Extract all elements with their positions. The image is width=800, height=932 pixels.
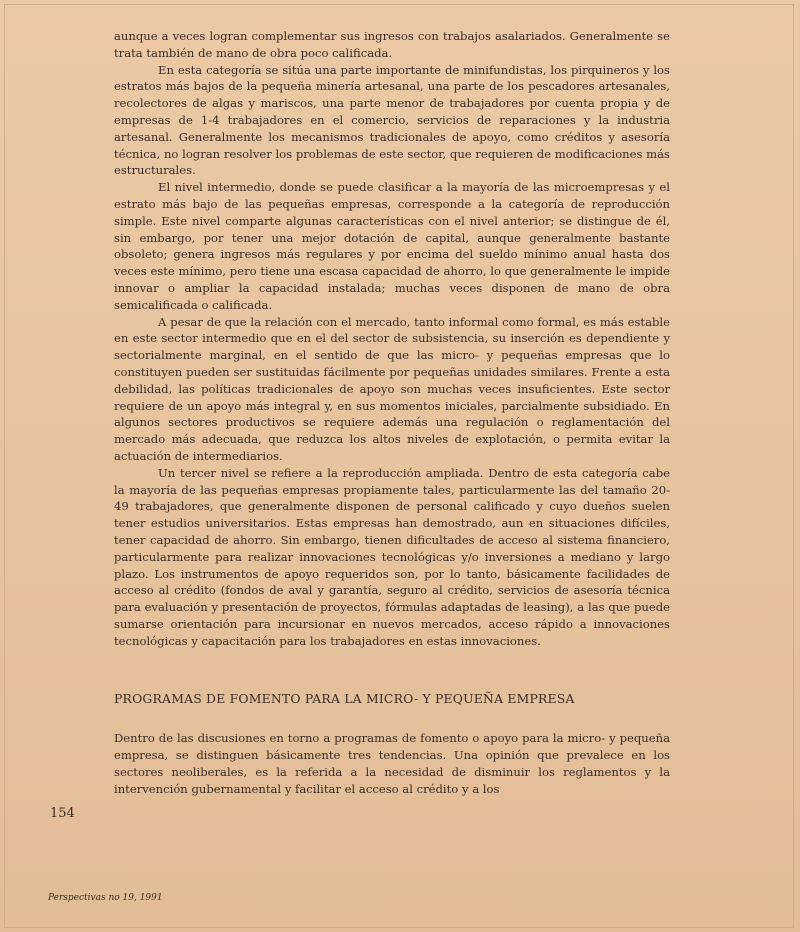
paragraph-continuation: aunque a veces logran complementar sus ingresos con trabajos asalariados. Generalmente se trata también de mano de obra poco calificada.	[114, 29, 670, 60]
section-heading: PROGRAMAS DE FOMENTO PARA LA MICRO- Y PEQUEÑA EMPRESA	[114, 691, 575, 707]
paragraph-subsistence: En esta categoría se sitúa una parte importante de minifundistas, los pirquineros y los estratos más bajos de la pequeña minería artesanal, una parte de los pescadores artesanales, recolectores de algas y mariscos, una parte menor de trabajadores por cuenta propia y de empresas de 1-4 trabajadores en el comercio, servicios de reparaciones y la industria artesanal. Generalmente los mecanismos tradicionales de apoyo, como créditos y asesoría técnica, no logran resolver los problemas de este sector, que requieren de modificaciones más estructurales.	[114, 62, 670, 178]
paragraph-third-level: Un tercer nivel se refiere a la reproducción ampliada. Dentro de esta categoría cabe la mayoría de las pequeñas empresas propiamente tales, particularmente las del tamaño 20-49 trabajadores, que generalmente disponen de personal calificado y cuyo dueños suelen tener estudios universitarios. Estas empresas han demostrado, aun en situaciones difíciles, tener capacidad de ahorro. Sin embargo, tienen dificultades de acceso al sistema financiero, particularmente para realizar innovaciones tecnológicas y/o inversiones a mediano y largo plazo. Los instrumentos de apoyo requeridos son, por lo tanto, básicamente facilidades de acceso al crédito (fondos de aval y garantía, seguro al crédito, servicios de asesoría técnica para evaluación y presentación de proyectos, fórmulas adaptadas de leasing), a las que puede sumarse orientación para incursionar en nuevos mercados, acceso rápido a innovaciones tecnológicas y capacitación para los trabajadores en estas innovaciones.	[114, 465, 670, 648]
text-column	[114, 28, 670, 797]
page-number: 154	[50, 806, 75, 821]
paragraph-market-relation: A pesar de que la relación con el mercado, tanto informal como formal, es más estable en este sector intermedio que en el del sector de subsistencia, su inserción es dependiente y sectorialmente marginal, en el sentido de que las micro- y pequeñas empresas que lo constituyen pueden ser sustituidas fácilmente por pequeñas unidades similares. Frente a esta debilidad, las políticas tradicionales de apoyo son muchas veces insuficientes. Este sector requiere de un apoyo más integral y, en sus momentos iniciales, parcialmente subsidiado. En algunos sectores productivos se requiere además una regulación o reglamentación del mercado más adecuada, que reduzca los altos niveles de explotación, o permita evitar la actuación de intermediarios.	[114, 314, 670, 463]
paragraph-intermediate-level: El nivel intermedio, donde se puede clasificar a la mayoría de las microempresas y el estrato más bajo de las pequeñas empresas, corresponde a la categoría de reproducción simple. Este nivel comparte algunas características con el nivel anterior; se distingue de él, sin embargo, por tener una mejor dotación de capital, aunque generalmente bastante obsoleto; genera ingresos más regulares y por encima del sueldo mínimo anual hasta dos veces este mínimo, pero tiene una escasa capacidad de ahorro, lo que generalmente le impide innovar o ampliar la capacidad instalada; muchas veces disponen de mano de obra semicalificada o calificada.	[114, 180, 670, 312]
running-footer: Perspectivas no 19, 1991	[48, 893, 163, 903]
paragraph-programs: Dentro de las discusiones en torno a programas de fomento o apoyo para la micro- y pequeña empresa, se distinguen básicamente tres tendencias. Una opinión que prevalece en los sectores neoliberales, es la referida a la necesidad de disminuir los reglamentos y la intervención gubernamental y facilitar el acceso al crédito y a los	[114, 731, 670, 796]
